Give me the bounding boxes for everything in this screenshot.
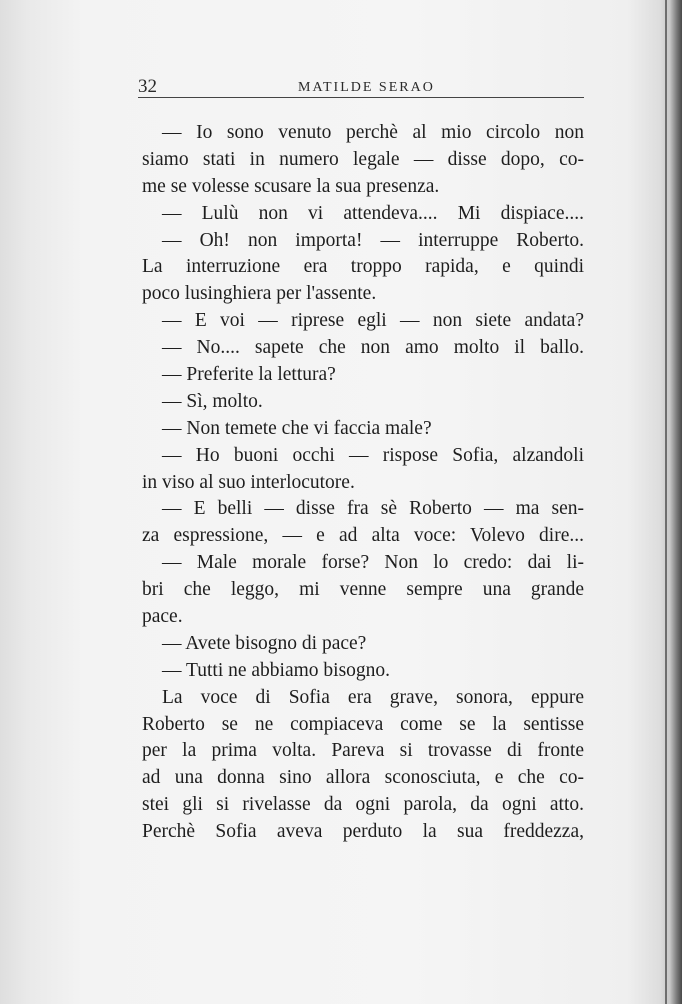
text-line: Roberto se ne compiaceva come se la sentisse <box>142 713 584 735</box>
text-line: bri che leggo, mi venne sempre una grande <box>142 579 584 601</box>
text-line: — Io sono venuto perchè al mio circolo non <box>162 122 584 143</box>
text-line: poco lusinghiera per l'assente. <box>142 283 377 305</box>
body-text <box>142 120 584 846</box>
text-line: stei gli si rivelasse da ogni parola, da ogni atto. <box>142 794 584 816</box>
header-rule <box>138 97 584 98</box>
text-line: — Tutti ne abbiamo bisogno. <box>162 659 391 681</box>
page-edge-shadow <box>660 0 682 1004</box>
text-line: — E voi — riprese egli — non siete andata? <box>162 310 584 332</box>
text-line: per la prima volta. Pareva si trovasse di fronte <box>142 740 584 762</box>
text-line: — E belli — disse fra sè Roberto — ma sen- <box>162 498 584 520</box>
text-line: Perchè Sofia aveva perduto la sua freddezza, <box>142 821 584 843</box>
text-line: — No.... sapete che non amo molto il ballo. <box>162 337 584 359</box>
text-line: — Non temete che vi faccia male? <box>162 417 432 439</box>
text-line: La voce di Sofia era grave, sonora, eppure <box>162 686 584 708</box>
text-line: — Avete bisogno di pace? <box>162 632 367 654</box>
text-line: — Preferite la lettura? <box>162 364 336 386</box>
text-line: me se volesse scusare la sua presenza. <box>142 175 440 197</box>
text-line: za espressione, — e ad alta voce: Volevo dire... <box>142 525 584 547</box>
text-line: La interruzione era troppo rapida, e quindi <box>142 256 584 278</box>
text-line: pace. <box>142 606 183 628</box>
running-title: MATILDE SERAO <box>298 80 435 95</box>
text-line: — Lulù non vi attendeva.... Mi dispiace.... <box>162 202 584 224</box>
text-line: ad una donna sino allora sconosciuta, e che co- <box>142 767 584 789</box>
text-line: — Sì, molto. <box>162 390 263 412</box>
text-line: siamo stati in numero legale — disse dopo, co- <box>142 148 584 170</box>
text-line: — Male morale forse? Non lo credo: dai li- <box>162 552 584 574</box>
text-line: — Ho buoni occhi — rispose Sofia, alzandoli <box>162 444 584 466</box>
page-header <box>138 76 584 98</box>
text-line: — Oh! non importa! — interruppe Roberto. <box>162 229 584 251</box>
text-line: in viso al suo interlocutore. <box>142 471 355 493</box>
binding-edge-line <box>665 0 667 1004</box>
page-number: 32 <box>138 76 157 97</box>
